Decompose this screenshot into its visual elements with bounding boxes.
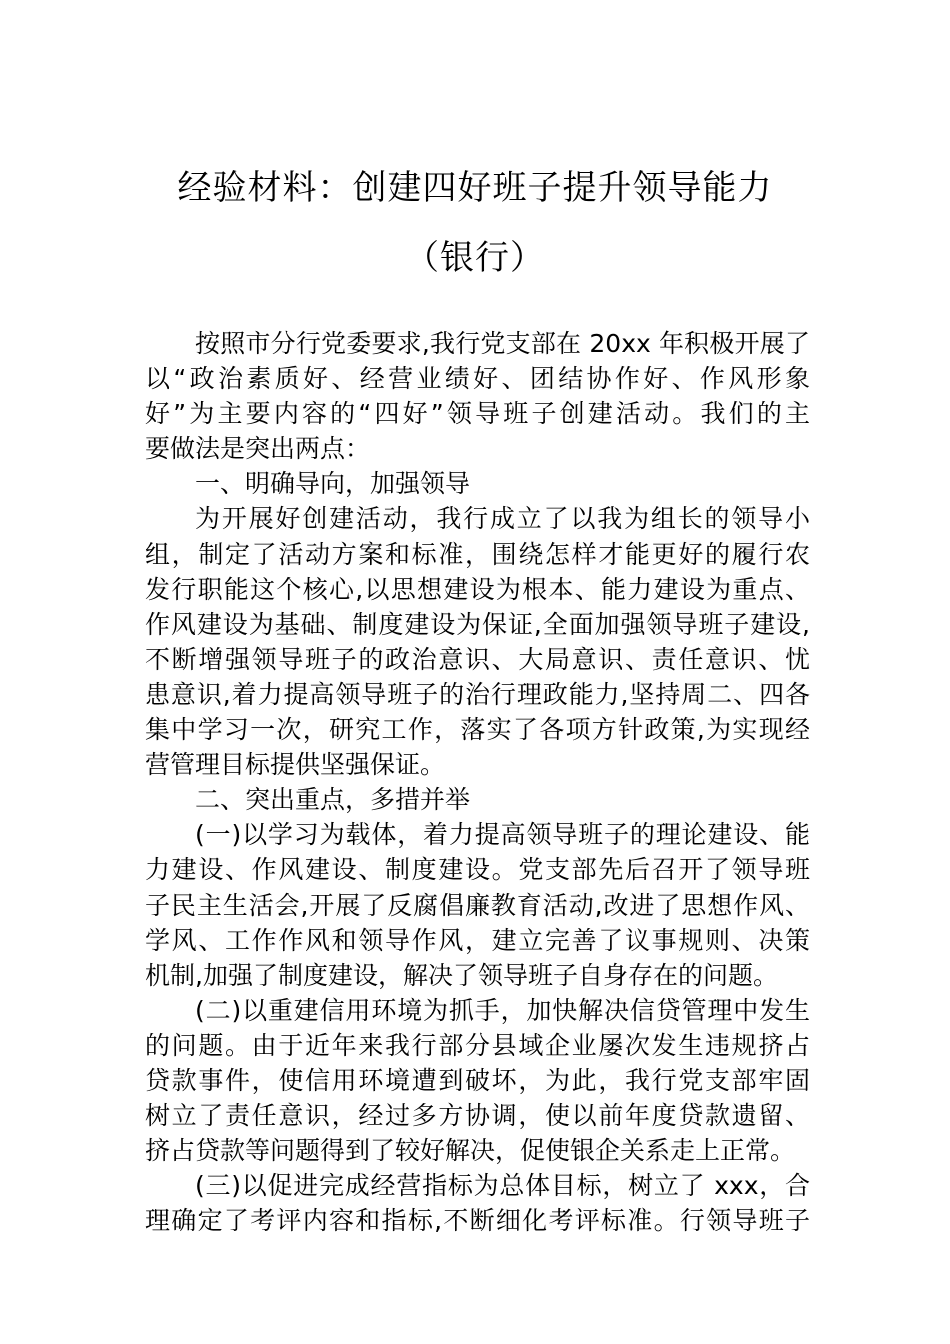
document-subtitle: （银行） xyxy=(405,238,545,278)
text-line: 树立了责任意识，经过多方协调，使以前年度贷款遗留、 xyxy=(145,1101,810,1131)
paragraph-intro xyxy=(145,326,810,466)
text-line: 学风、工作作风和领导作风，建立完善了议事规则、决策 xyxy=(145,925,810,955)
text-line: 贷款事件，使信用环境遭到破坏，为此，我行党支部牢固 xyxy=(145,1065,810,1095)
text-line: 要做法是突出两点： xyxy=(145,434,371,464)
text-line: 好”为主要内容的“四好”领导班子创建活动。我们的主 xyxy=(145,399,810,429)
text-line: 不断增强领导班子的政治意识、大局意识、责任意识、忧 xyxy=(145,644,810,674)
text-line: 营管理目标提供坚强保证。 xyxy=(145,750,446,780)
text-line: 发行职能这个核心,以思想建设为根本、能力建设为重点、 xyxy=(145,574,810,604)
document-body xyxy=(145,326,810,1238)
text-line: (一)以学习为载体，着力提高领导班子的理论建设、能 xyxy=(195,820,810,850)
document-title: 经验材料：创建四好班子提升领导能力 xyxy=(177,168,773,208)
text-line: 患意识,着力提高领导班子的治行理政能力,坚持周二、四各 xyxy=(145,679,810,709)
text-line: 组，制定了活动方案和标准，围绕怎样才能更好的履行农 xyxy=(145,539,810,569)
paragraph-1 xyxy=(145,501,810,782)
text-line: (二)以重建信用环境为抓手，加快解决信贷管理中发生 xyxy=(195,995,810,1025)
text-line: 的问题。由于近年来我行部分县域企业屡次发生违规挤占 xyxy=(145,1030,810,1060)
text-line: 以“政治素质好、经营业绩好、团结协作好、作风形象 xyxy=(145,364,810,394)
text-line: 一、明确导向，加强领导 xyxy=(195,469,471,499)
text-line: 二、突出重点，多措并举 xyxy=(195,785,471,815)
text-line: 力建设、作风建设、制度建设。党支部先后召开了领导班 xyxy=(145,855,810,885)
paragraph-3 xyxy=(145,993,810,1168)
text-line: (三)以促进完成经营指标为总体目标，树立了 xxx，合 xyxy=(195,1171,810,1201)
text-line: 集中学习一次，研究工作，落实了各项方针政策,为实现经 xyxy=(145,715,810,745)
text-line: 作风建设为基础、制度建设为保证,全面加强领导班子建设, xyxy=(145,609,810,639)
paragraph-4 xyxy=(145,1168,810,1238)
text-line: 理确定了考评内容和指标,不断细化考评标准。行领导班子 xyxy=(145,1206,810,1236)
text-line: 为开展好创建活动，我行成立了以我为组长的领导小 xyxy=(195,504,810,534)
text-line: 机制,加强了制度建设，解决了领导班子自身存在的问题。 xyxy=(145,960,778,990)
paragraph-2 xyxy=(145,817,810,992)
text-line: 按照市分行党委要求,我行党支部在 20xx 年积极开展了 xyxy=(195,329,810,358)
text-line: 挤占贷款等问题得到了较好解决，促使银企关系走上正常。 xyxy=(145,1136,796,1166)
section-heading-1 xyxy=(145,466,810,501)
text-line: 子民主生活会,开展了反腐倡廉教育活动,改进了思想作风、 xyxy=(145,890,810,920)
section-heading-2 xyxy=(145,782,810,817)
